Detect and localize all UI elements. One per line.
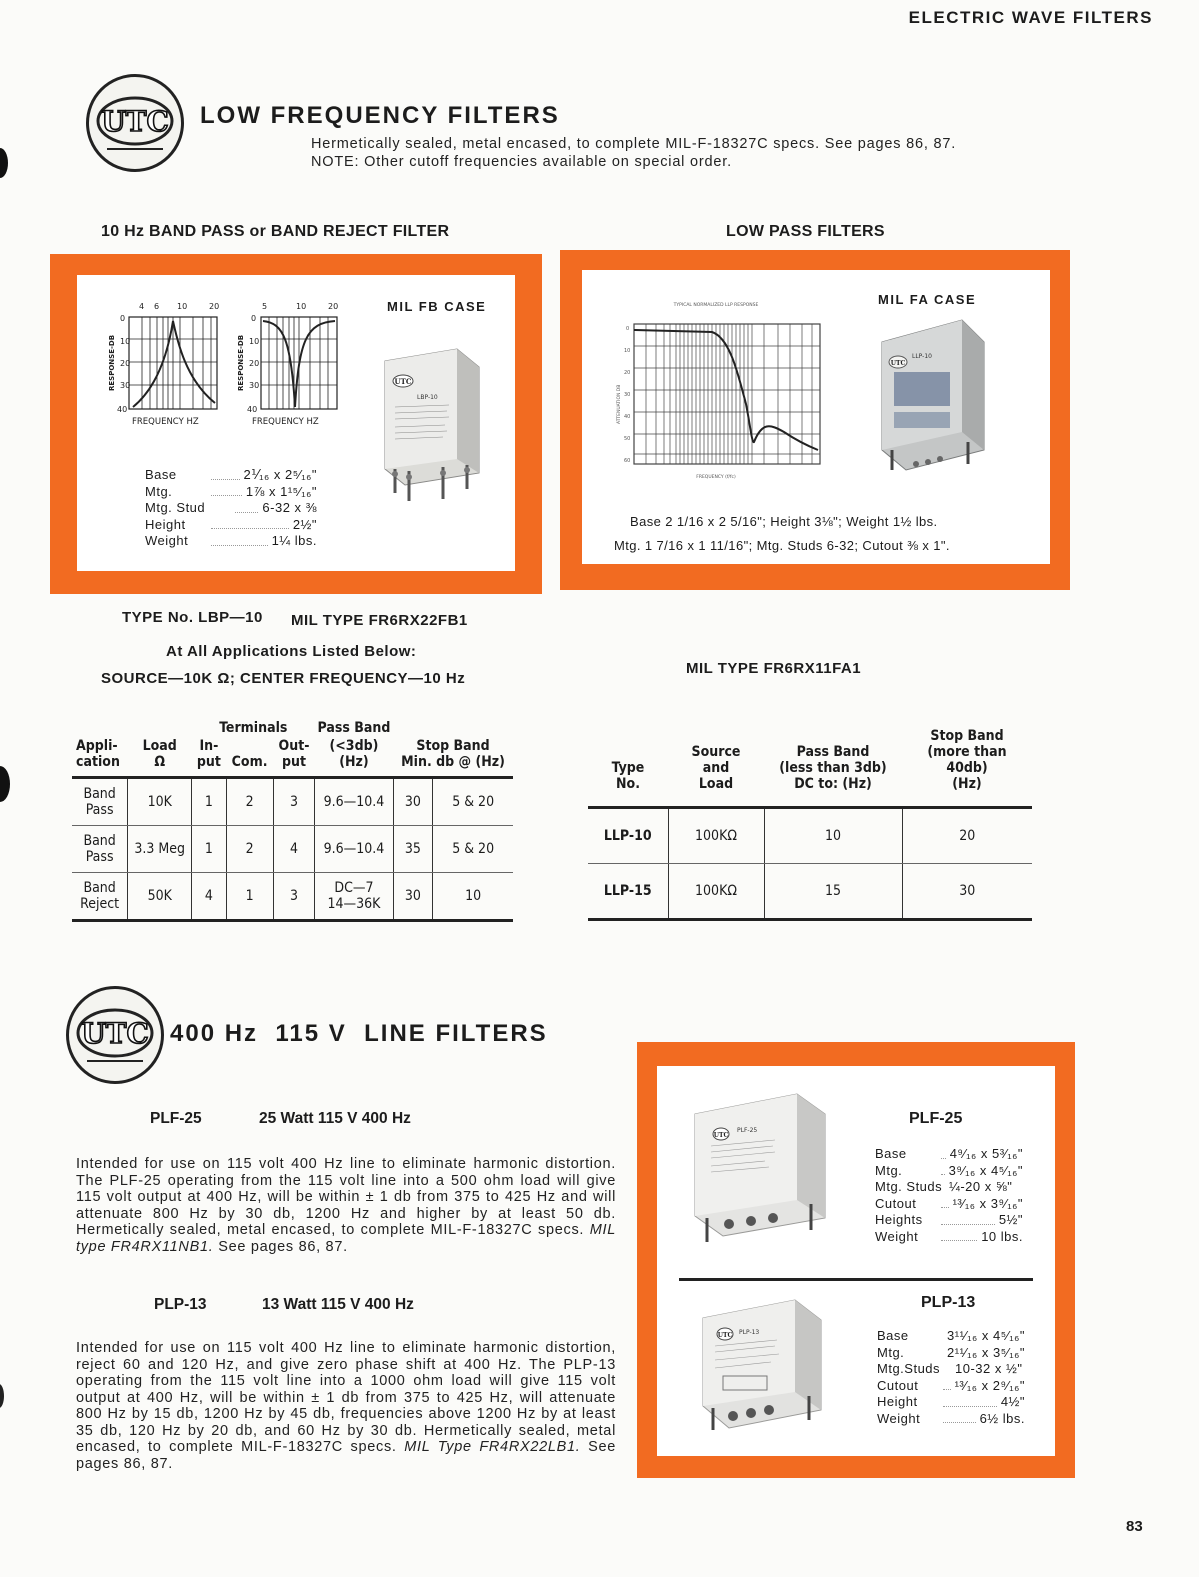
spec-row — [145, 533, 317, 550]
device-model-label: LBP-10 — [417, 394, 438, 401]
chart1-xtick: 20 — [209, 302, 220, 311]
spec-row — [875, 1146, 1023, 1163]
cell: 5 & 20 — [433, 778, 513, 826]
utc-logo — [86, 74, 184, 172]
cell: Band Pass — [72, 826, 128, 873]
spec-label: Mtg. — [875, 1162, 903, 1178]
line-filters-panel-inner — [657, 1066, 1055, 1456]
plf25-text: Intended for use on 115 volt 400 Hz line to eliminate harmonic distortion. The PLF-25 operating from the 115 volt line into a 500 ohm load will give 115 volt output at 400 Hz, will be within ± 1 db from 375 to 425 Hz and will attenuate 800 Hz by 30 db, 1200 Hz and higher by at least 50 db. Hermetically sealed, metal encased, to complete MIL-F-18327C specs. — [76, 1156, 616, 1238]
lbp-applications-table — [72, 720, 513, 922]
spec-label: Weight — [875, 1228, 919, 1244]
spec-value: 5½" — [998, 1212, 1023, 1227]
plf25-panel-title: PLF-25 — [909, 1110, 963, 1127]
plf25-device-image — [685, 1084, 835, 1256]
chart2-xtick: 5 — [262, 302, 268, 311]
col-header: Load Ω — [128, 736, 192, 778]
band-reject-response-chart — [225, 299, 345, 431]
spec-row — [875, 1179, 1023, 1196]
spec-value: ¼-20 x ⅝" — [949, 1179, 1013, 1194]
lp-ytick: 0 — [626, 326, 630, 332]
spec-label: Mtg.Studs — [877, 1361, 941, 1376]
spec-row — [877, 1394, 1025, 1411]
col-group-pass-band: Pass Band — [317, 720, 391, 736]
col-header: (<3db) (Hz) — [315, 736, 393, 778]
chart2-xtick: 20 — [328, 302, 339, 311]
cell: 50K — [128, 873, 192, 921]
table-row — [588, 808, 1032, 864]
lp-chart-title: TYPICAL NORMALIZED LLP RESPONSE — [673, 303, 759, 308]
spec-value: 4½" — [1000, 1394, 1025, 1409]
spec-value: 3⁹⁄₁₆ x 4⁵⁄₁₆" — [948, 1162, 1023, 1178]
spec-label: Cutout — [875, 1195, 917, 1211]
lbp-mil-type: MIL TYPE FR6RX22FB1 — [291, 612, 468, 629]
cell: 1 — [226, 873, 273, 921]
cell: 35 — [393, 826, 433, 873]
cell: 100KΩ — [668, 808, 764, 864]
lp-xlabel: FREQUENCY (f/fc) — [696, 475, 736, 480]
spec-row — [145, 467, 317, 484]
spec-value: 6½ lbs. — [979, 1410, 1025, 1426]
cell: 5 & 20 — [433, 826, 513, 873]
page-title: LOW FREQUENCY FILTERS — [200, 102, 560, 129]
col-header: Stop Band (more than 40db) (Hz) — [902, 726, 1032, 808]
cell: 9.6—10.4 — [315, 826, 393, 873]
lp-ytick: 50 — [624, 436, 631, 442]
chart1-ytick: 0 — [120, 314, 126, 323]
plf25-rating: 25 Watt 115 V 400 Hz — [259, 1110, 411, 1127]
device-logo-text: UTC — [394, 377, 412, 386]
subtitle-specs: Hermetically sealed, metal encased, to complete MIL-F-18327C specs. See pages 86, 87. — [311, 136, 957, 152]
mil-fa-case-label: MIL FA CASE — [878, 292, 977, 307]
page-number: 83 — [1126, 1518, 1143, 1535]
chart1-xtick: 4 — [139, 302, 145, 311]
cell: 2 — [226, 826, 273, 873]
spec-row — [877, 1328, 1025, 1345]
plp13-mil-type: MIL Type FR4RX22LB1. — [404, 1439, 581, 1455]
spec-value: 3¹¹⁄₁₆ x 4⁵⁄₁₆" — [947, 1328, 1025, 1343]
band-filter-panel-inner — [77, 275, 515, 571]
spec-row — [875, 1212, 1023, 1229]
chart2-ytick: 30 — [249, 381, 260, 390]
utc-logo — [66, 986, 164, 1084]
lp-ytick: 30 — [624, 392, 631, 398]
chart2-ytick: 40 — [247, 405, 258, 414]
spec-value: 1¼ lbs. — [271, 533, 317, 548]
table-row — [72, 826, 513, 873]
spec-row — [145, 500, 317, 517]
spec-label: Heights — [875, 1212, 923, 1227]
utc-logo-icon — [89, 77, 181, 169]
col-group-terminals: Terminals — [219, 720, 288, 736]
binder-hole — [0, 766, 10, 802]
spec-row — [877, 1378, 1025, 1395]
device-logo-text: UTC — [713, 1132, 729, 1139]
spec-label: Mtg. Studs — [875, 1179, 943, 1194]
spec-row — [875, 1163, 1023, 1180]
device-logo-text: UTC — [717, 1332, 733, 1339]
chart2-xlabel: FREQUENCY HZ — [252, 417, 319, 427]
low-pass-heading: LOW PASS FILTERS — [726, 223, 885, 240]
subtitle-note: NOTE: Other cutoff frequencies available on special order. — [311, 154, 732, 170]
llp10-device-image — [858, 314, 998, 484]
spec-value: 2¹¹⁄₁₆ x 3⁵⁄₁₆" — [947, 1344, 1025, 1360]
plf25-see-pages: See pages 86, 87. — [218, 1238, 348, 1255]
spec-label: Height — [877, 1394, 918, 1409]
table-row — [72, 778, 513, 826]
cell: 9.6—10.4 — [315, 778, 393, 826]
lp-ytick: 60 — [624, 458, 631, 464]
cell: 4 — [192, 873, 226, 921]
chart2-ytick: 10 — [249, 337, 260, 346]
plp13-text: Intended for use on 115 volt 400 Hz line to eliminate harmonic distortion, reject 60 and 120 Hz, and give zero phase shift at 400 Hz. The PLP-13 operating from the 115 volt line into a 1000 ohm load will give 115 volt output at 400 Hz, will be within ± 1 db from 375 to 425 Hz, will attenuate 800 Hz by 15 db, 1200 Hz by 45 db, frequencies above 1200 Hz by at least 35 db, 120 Hz by 20 db, and 60 Hz by 30 db. Hermetically sealed, metal encased, to complete MIL-F-18327C specs. — [76, 1340, 616, 1455]
plp13-panel-title: PLP-13 — [921, 1294, 976, 1311]
llp-mil-type: MIL TYPE FR6RX11FA1 — [686, 660, 862, 677]
chart1-ytick: 20 — [120, 359, 131, 368]
plp13-description — [76, 1340, 616, 1472]
table-row — [72, 873, 513, 921]
cell: 10 — [433, 873, 513, 921]
chart1-ytick: 30 — [120, 381, 131, 390]
cell: 10K — [128, 778, 192, 826]
device-logo-text: UTC — [890, 360, 906, 367]
spec-label: Height — [145, 516, 186, 532]
cell: 3.3 Meg — [128, 826, 192, 873]
col-header: Stop Band Min. db @ (Hz) — [393, 736, 513, 778]
section-category: ELECTRIC WAVE FILTERS — [908, 8, 1153, 27]
col-header: Source and Load — [668, 726, 764, 808]
chart1-xtick: 10 — [177, 302, 188, 311]
low-pass-response-chart — [612, 294, 828, 488]
cell: 15 — [764, 864, 902, 920]
spec-value: ¹³⁄₁₆ x 3⁹⁄₁₆" — [952, 1195, 1023, 1211]
cell: 30 — [902, 864, 1032, 920]
cell: 3 — [273, 778, 315, 826]
col-header: In- put — [192, 736, 226, 778]
cell: 30 — [393, 873, 433, 921]
cell: 10 — [764, 808, 902, 864]
spec-row — [877, 1345, 1025, 1362]
device-model-label: LLP-10 — [912, 353, 932, 360]
cell: 100KΩ — [668, 864, 764, 920]
plp13-see-pages: See pages 86, 87. — [76, 1439, 617, 1472]
low-pass-panel-inner — [582, 270, 1050, 564]
utc-logo-icon — [69, 989, 161, 1081]
panel-divider — [679, 1278, 1033, 1281]
plp13-rating: 13 Watt 115 V 400 Hz — [262, 1296, 414, 1313]
cell: 2 — [226, 778, 273, 826]
col-header: Pass Band (less than 3db) DC to: (Hz) — [764, 726, 902, 808]
plp13-model: PLP-13 — [154, 1296, 207, 1313]
cell: LLP-10 — [588, 808, 668, 864]
lp-ytick: 20 — [624, 370, 631, 376]
plf25-mil-type: MIL type FR4RX11NB1. — [76, 1222, 616, 1255]
logo-text: UTC — [81, 1017, 149, 1050]
cell: 4 — [273, 826, 315, 873]
cell: 1 — [192, 778, 226, 826]
lbp10-device-image — [359, 343, 489, 509]
chart2-ylabel: RESPONSE-DB — [237, 334, 245, 391]
device-model-label: PLF-25 — [737, 1127, 758, 1134]
band-filter-heading: 10 Hz BAND PASS or BAND REJECT FILTER — [101, 223, 450, 240]
chart1-xlabel: FREQUENCY HZ — [132, 417, 199, 427]
spec-row — [145, 484, 317, 501]
low-pass-panel — [560, 250, 1070, 590]
spec-row — [145, 517, 317, 534]
lbp10-specs — [145, 467, 317, 550]
llp-table — [588, 726, 1032, 921]
spec-value: 10 lbs. — [981, 1228, 1023, 1244]
mil-fb-case-label: MIL FB CASE — [387, 299, 487, 314]
chart1-ytick: 40 — [117, 405, 128, 414]
binder-hole — [0, 148, 8, 178]
spec-label: Mtg. — [877, 1344, 905, 1360]
chart2-xtick: 10 — [296, 302, 307, 311]
plf25-specs — [875, 1146, 1023, 1245]
lp-ytick: 40 — [624, 414, 631, 420]
spec-label: Base — [145, 467, 177, 482]
chart1-xtick: 6 — [154, 302, 160, 311]
cell: 30 — [393, 778, 433, 826]
cell: 3 — [273, 873, 315, 921]
spec-label: Mtg. — [145, 483, 173, 499]
chart2-ytick: 20 — [249, 359, 260, 368]
spec-value: 10-32 x ½" — [955, 1361, 1023, 1376]
cell: 1 — [192, 826, 226, 873]
device-model-label: PLP-13 — [739, 1329, 760, 1336]
chart1-ylabel: RESPONSE-DB — [108, 334, 116, 391]
source-frequency-line: SOURCE—10K Ω; CENTER FREQUENCY—10 Hz — [101, 670, 466, 687]
spec-label: Weight — [145, 533, 189, 548]
col-header: Out- put — [273, 736, 315, 778]
spec-row — [877, 1411, 1025, 1428]
line-filters-title: 400 Hz 115 V LINE FILTERS — [170, 1020, 548, 1047]
col-header: Type No. — [588, 726, 668, 808]
table-row — [588, 864, 1032, 920]
plp13-device-image — [693, 1292, 833, 1442]
spec-value: 1⅞ x 1¹⁵⁄₁₆" — [245, 483, 317, 499]
cell: LLP-15 — [588, 864, 668, 920]
plf25-description — [76, 1156, 616, 1255]
spec-value: 2½" — [292, 516, 317, 532]
band-pass-response-chart — [105, 299, 225, 431]
lp-ytick: 10 — [624, 348, 631, 354]
line-filters-panel — [637, 1042, 1075, 1478]
lp-ylabel: ATTENUATION DB — [617, 384, 622, 424]
spec-row — [875, 1196, 1023, 1213]
lbp-type-number: TYPE No. LBP—10 — [122, 609, 263, 626]
llp-specs-caption-1: Base 2 1/16 x 2 5/16"; Height 3⅛"; Weight 1½ lbs. — [630, 514, 938, 529]
cell: DC—7 14—36K — [315, 873, 393, 921]
cell: Band Reject — [72, 873, 128, 921]
spec-label: Mtg. Stud — [145, 500, 206, 515]
plf25-model: PLF-25 — [150, 1110, 202, 1127]
binder-hole — [0, 1384, 4, 1408]
spec-value: 6-32 x ⅜ — [262, 500, 317, 515]
band-filter-panel — [50, 254, 542, 594]
spec-label: Base — [875, 1146, 907, 1161]
applications-note: At All Applications Listed Below: — [166, 643, 417, 660]
spec-value: ¹³⁄₁₆ x 2⁹⁄₁₆" — [954, 1377, 1025, 1393]
spec-label: Cutout — [877, 1377, 919, 1393]
spec-row — [875, 1229, 1023, 1246]
cell: Band Pass — [72, 778, 128, 826]
col-header: Appli- cation — [72, 736, 128, 778]
logo-text: UTC — [101, 105, 169, 138]
chart1-ytick: 10 — [120, 337, 131, 346]
spec-label: Weight — [877, 1410, 921, 1426]
cell: 20 — [902, 808, 1032, 864]
spec-value: 4⁹⁄₁₆ x 5³⁄₁₆" — [949, 1146, 1023, 1161]
spec-row — [877, 1361, 1025, 1378]
spec-label: Base — [877, 1328, 909, 1343]
spec-value: 2⅟₁₆ x 2⁵⁄₁₆" — [243, 467, 317, 482]
col-header: Com. — [226, 736, 273, 778]
llp-specs-caption-2: Mtg. 1 7/16 x 1 11/16"; Mtg. Studs 6-32; Cutout ⅜ x 1". — [614, 538, 950, 553]
plp13-specs — [877, 1328, 1025, 1427]
chart2-ytick: 0 — [251, 314, 257, 323]
